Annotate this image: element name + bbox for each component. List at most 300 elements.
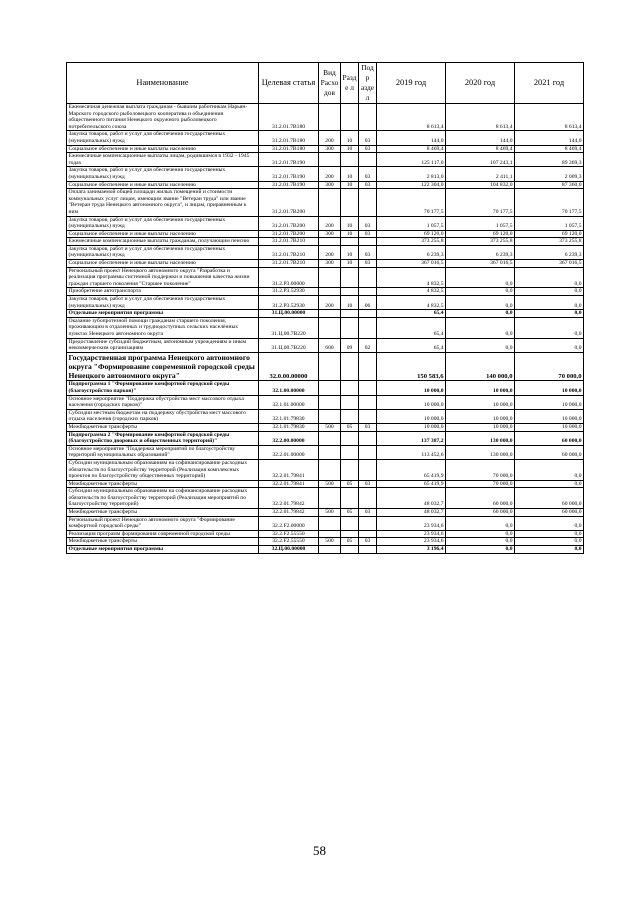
header-2019: 2019 год (377, 63, 446, 104)
cell-subsection: 03 (359, 131, 377, 145)
cell-section (341, 546, 359, 554)
cell-name: Закупка товаров, работ и услуг для обеспечения государственных (муниципальных) нужд (67, 131, 259, 145)
cell-target-article: 31.2.01.7В210 (259, 260, 319, 268)
cell-2021: 10 000,0 (515, 395, 584, 409)
cell-target-article: 31.2.01.7В180 (259, 131, 319, 145)
cell-target-article: 31.2.01.7В210 (259, 245, 319, 259)
cell-2020: 140 000,0 (446, 352, 515, 381)
cell-2020: 70 177,5 (446, 189, 515, 216)
table-row (67, 530, 584, 538)
cell-subsection: 03 (359, 245, 377, 259)
cell-subsection: 03 (359, 260, 377, 268)
cell-2020: 6 239,3 (446, 245, 515, 259)
table-header-row (67, 63, 584, 104)
cell-2021: 0,0 (515, 546, 584, 554)
cell-2021: 0,0 (515, 267, 584, 288)
cell-name: Межбюджетные трансферты (67, 480, 259, 488)
cell-2021: 2 009,3 (515, 167, 584, 181)
budget-table (66, 62, 584, 554)
document-page (66, 62, 583, 554)
cell-2021: 60 000,0 (515, 488, 584, 509)
cell-2019: 65,4 (377, 317, 446, 338)
cell-expense-type (319, 352, 341, 381)
cell-expense-type (319, 488, 341, 509)
cell-2019: 150 583,6 (377, 352, 446, 381)
table-row (67, 131, 584, 145)
cell-2020: 8 613,4 (446, 104, 515, 131)
cell-2019: 48 032,7 (377, 509, 446, 517)
cell-subsection: 03 (359, 145, 377, 153)
cell-name: Социальное обеспечение и иные выплаты населению (67, 145, 259, 153)
cell-2020: 10 000,0 (446, 409, 515, 423)
cell-2020: 2 411,1 (446, 167, 515, 181)
cell-name: Государственная программа Ненецкого автономного округа "Формирование современной городской среды Ненецкого автономного округа" (67, 352, 259, 381)
cell-section: 05 (341, 509, 359, 517)
cell-target-article: 32.2.F2.55550 (259, 538, 319, 546)
cell-subsection: 03 (359, 181, 377, 189)
cell-name: Межбюджетные трансферты (67, 423, 259, 431)
cell-expense-type: 200 (319, 167, 341, 181)
cell-name: Оказание зубопротезной помощи гражданам старшего поколения, проживающим в отдаленных и труднодоступных сельских населённых пунктах Ненецкого автономного округа (67, 317, 259, 338)
cell-subsection (359, 546, 377, 554)
cell-expense-type (319, 409, 341, 423)
cell-section: 10 (341, 145, 359, 153)
cell-target-article: 32.2.00.00000 (259, 431, 319, 445)
table-row (67, 104, 584, 131)
cell-section: 10 (341, 260, 359, 268)
table-row (67, 538, 584, 546)
cell-section: 10 (341, 296, 359, 310)
header-subsection: Подр аздел (359, 63, 377, 104)
table-body (67, 104, 584, 554)
cell-section (341, 431, 359, 445)
cell-2020: 60 000,0 (446, 488, 515, 509)
cell-expense-type: 300 (319, 181, 341, 189)
cell-expense-type (319, 530, 341, 538)
header-expense-type: Вид Расхо дов (319, 63, 341, 104)
table-row (67, 317, 584, 338)
cell-subsection (359, 445, 377, 459)
cell-2019: 144,0 (377, 131, 446, 145)
cell-2021: 0,0 (515, 288, 584, 296)
table-row (67, 338, 584, 352)
cell-2020: 373 255,8 (446, 238, 515, 246)
cell-section: 10 (341, 131, 359, 145)
cell-expense-type (319, 546, 341, 554)
cell-section: 05 (341, 480, 359, 488)
cell-section (341, 516, 359, 530)
table-row (67, 216, 584, 230)
cell-section (341, 104, 359, 131)
cell-2020: 10 000,0 (446, 381, 515, 395)
cell-2021: 69 120,0 (515, 230, 584, 238)
table-row (67, 230, 584, 238)
cell-2019: 10 000,0 (377, 381, 446, 395)
cell-2021: 6 239,3 (515, 245, 584, 259)
cell-2019: 65 419,9 (377, 459, 446, 480)
cell-2021: 60 000,0 (515, 509, 584, 517)
cell-subsection (359, 317, 377, 338)
cell-2019: 4 832,5 (377, 267, 446, 288)
table-row (67, 167, 584, 181)
table-row (67, 516, 584, 530)
header-2020: 2020 год (446, 63, 515, 104)
cell-2019: 23 934,6 (377, 538, 446, 546)
cell-expense-type (319, 459, 341, 480)
cell-name: Региональный проект Ненецкого автономного округа "Разработка и реализация программы системной поддержки и повышения качества жизни граждан старшего поколения "Старшее поколение" (67, 267, 259, 288)
cell-target-article: 31.2.01.7В190 (259, 181, 319, 189)
cell-2020: 367 016,5 (446, 260, 515, 268)
cell-target-article: 31.2.Р3.52930 (259, 296, 319, 310)
cell-2020: 130 000,0 (446, 431, 515, 445)
table-row (67, 352, 584, 381)
cell-target-article: 31.2.01.7В190 (259, 153, 319, 167)
cell-target-article: 31.2.01.7В200 (259, 230, 319, 238)
cell-2021: 1 057,5 (515, 216, 584, 230)
cell-2019: 65,4 (377, 338, 446, 352)
cell-section (341, 459, 359, 480)
cell-subsection (359, 431, 377, 445)
cell-expense-type (319, 153, 341, 167)
table-row (67, 423, 584, 431)
cell-expense-type: 200 (319, 131, 341, 145)
cell-name: Отдельные мероприятия программы (67, 310, 259, 318)
cell-2021: 367 016,5 (515, 260, 584, 268)
table-row (67, 488, 584, 509)
cell-2019: 125 117,0 (377, 153, 446, 167)
cell-2020: 0,0 (446, 288, 515, 296)
page-number: 58 (313, 843, 326, 858)
cell-2019: 8 469,4 (377, 145, 446, 153)
cell-name: Социальное обеспечение и иные выплаты населению (67, 181, 259, 189)
cell-expense-type: 300 (319, 260, 341, 268)
cell-2020: 10 000,0 (446, 395, 515, 409)
cell-section (341, 530, 359, 538)
table-row (67, 480, 584, 488)
cell-subsection: 02 (359, 338, 377, 352)
cell-name: Закупка товаров, работ и услуг для обеспечения государственных (муниципальных) нужд (67, 216, 259, 230)
cell-2021: 0,0 (515, 480, 584, 488)
cell-target-article: 32.1.01.79830 (259, 423, 319, 431)
cell-subsection (359, 104, 377, 131)
cell-2021: 89 369,3 (515, 153, 584, 167)
cell-2020: 70 000,0 (446, 480, 515, 488)
table-row (67, 310, 584, 318)
cell-name: Основное мероприятие "Поддержка обустройства мест массового отдыха населения (городских парков)" (67, 395, 259, 409)
cell-target-article: 32.1.00.00000 (259, 381, 319, 395)
cell-2019: 10 000,0 (377, 395, 446, 409)
cell-expense-type: 500 (319, 538, 341, 546)
cell-expense-type (319, 104, 341, 131)
cell-2020: 0,0 (446, 317, 515, 338)
cell-expense-type (319, 310, 341, 318)
cell-target-article: 31.2.01.7В200 (259, 189, 319, 216)
table-row (67, 431, 584, 445)
cell-name: Приобретение автотранспорта (67, 288, 259, 296)
cell-name: Оплата занимаемой общей площади жилых помещений и стоимости коммунальных услуг лицам, имеющим звание "Ветеран труда" или звание "Ветеран труда Ненецкого автономного округа", и лицам, приравненным к ним (67, 189, 259, 216)
cell-2020: 104 832,0 (446, 181, 515, 189)
cell-section (341, 381, 359, 395)
cell-target-article: 32.2.01.79842 (259, 488, 319, 509)
cell-2019: 373 255,8 (377, 238, 446, 246)
cell-2021: 70 000,0 (515, 352, 584, 381)
cell-2019: 10 000,0 (377, 409, 446, 423)
cell-2020: 1 057,5 (446, 216, 515, 230)
cell-expense-type: 500 (319, 480, 341, 488)
cell-2020: 0,0 (446, 538, 515, 546)
cell-2021: 8 469,4 (515, 145, 584, 153)
cell-expense-type: 500 (319, 509, 341, 517)
cell-2019: 4 832,5 (377, 296, 446, 310)
table-row (67, 445, 584, 459)
cell-2020: 130 000,0 (446, 445, 515, 459)
cell-name: Межбюджетные трансферты (67, 509, 259, 517)
cell-section (341, 310, 359, 318)
table-row (67, 260, 584, 268)
table-row (67, 238, 584, 246)
cell-name: Межбюджетные трансферты (67, 538, 259, 546)
cell-target-article: 31.2.01.7В180 (259, 104, 319, 131)
cell-name: Ежемесячная денежная выплата гражданам - бывшим работникам Нарьян-Марского городского рыболовецкого кооператива и объединения общественного питания Ненецкого окружного рыболовецкого потребительского союза (67, 104, 259, 131)
cell-target-article: 32.0.00.00000 (259, 352, 319, 381)
cell-2021: 373 255,8 (515, 238, 584, 246)
cell-2020: 60 000,0 (446, 509, 515, 517)
cell-subsection (359, 459, 377, 480)
cell-2019: 10 000,0 (377, 423, 446, 431)
cell-2020: 70 000,0 (446, 459, 515, 480)
cell-section (341, 488, 359, 509)
cell-section (341, 153, 359, 167)
cell-name: Отдельные мероприятия программы (67, 546, 259, 554)
cell-subsection: 03 (359, 538, 377, 546)
cell-subsection (359, 488, 377, 509)
cell-section: 10 (341, 230, 359, 238)
cell-target-article: 31.2.01.7В200 (259, 216, 319, 230)
cell-expense-type (319, 516, 341, 530)
cell-target-article: 32.1.01.00000 (259, 395, 319, 409)
cell-2019: 23 934,6 (377, 530, 446, 538)
cell-expense-type (319, 445, 341, 459)
cell-subsection: 03 (359, 480, 377, 488)
cell-target-article: 32.2.01.79842 (259, 509, 319, 517)
cell-section (341, 189, 359, 216)
cell-subsection (359, 409, 377, 423)
cell-2021: 60 000,0 (515, 445, 584, 459)
cell-subsection (359, 238, 377, 246)
cell-2019: 70 177,5 (377, 189, 446, 216)
cell-expense-type: 500 (319, 423, 341, 431)
cell-expense-type: 300 (319, 145, 341, 153)
cell-2021: 10 000,0 (515, 409, 584, 423)
table-row (67, 181, 584, 189)
table-row (67, 245, 584, 259)
cell-expense-type (319, 238, 341, 246)
cell-section (341, 288, 359, 296)
cell-2019: 65,4 (377, 310, 446, 318)
cell-subsection: 03 (359, 423, 377, 431)
cell-target-article: 31.2.Р3.52930 (259, 288, 319, 296)
cell-2020: 107 243,1 (446, 153, 515, 167)
cell-target-article: 31.2.Р3.00000 (259, 267, 319, 288)
cell-section (341, 395, 359, 409)
cell-target-article: 31.Ц.00.7В220 (259, 338, 319, 352)
cell-2021: 8 613,4 (515, 104, 584, 131)
cell-name: Ежемесячные компенсационные выплаты гражданам, получающим пенсию (67, 238, 259, 246)
cell-subsection: 03 (359, 216, 377, 230)
cell-subsection (359, 189, 377, 216)
cell-subsection: 06 (359, 296, 377, 310)
cell-2019: 8 613,4 (377, 104, 446, 131)
table-row (67, 459, 584, 480)
cell-2021: 0,0 (515, 538, 584, 546)
cell-target-article: 31.Ц.00.7В220 (259, 317, 319, 338)
cell-2020: 0,0 (446, 310, 515, 318)
cell-target-article: 32.2.01.79841 (259, 459, 319, 480)
cell-subsection: 03 (359, 167, 377, 181)
cell-expense-type: 600 (319, 338, 341, 352)
cell-subsection (359, 530, 377, 538)
cell-2020: 0,0 (446, 338, 515, 352)
cell-name: Подпрограмма 2 "Формирование комфортной городской среды (благоустройство дворовых и общественных территорий)" (67, 431, 259, 445)
cell-subsection (359, 395, 377, 409)
table-row (67, 153, 584, 167)
cell-2019: 4 832,5 (377, 288, 446, 296)
cell-expense-type: 200 (319, 216, 341, 230)
cell-2021: 0,0 (515, 530, 584, 538)
cell-2019: 65 419,9 (377, 480, 446, 488)
cell-name: Основное мероприятие "Поддержка мероприятий по благоустройству территорий муниципальных образований" (67, 445, 259, 459)
cell-name: Социальное обеспечение и иные выплаты населению (67, 260, 259, 268)
cell-2021: 0,0 (515, 459, 584, 480)
cell-2021: 0,0 (515, 516, 584, 530)
cell-2019: 367 016,5 (377, 260, 446, 268)
cell-2020: 0,0 (446, 546, 515, 554)
header-name: Наименование (67, 63, 259, 104)
cell-section: 05 (341, 423, 359, 431)
cell-subsection (359, 516, 377, 530)
cell-2021: 0,0 (515, 317, 584, 338)
cell-2019: 137 387,2 (377, 431, 446, 445)
cell-2020: 0,0 (446, 530, 515, 538)
cell-section (341, 317, 359, 338)
cell-2020: 69 120,0 (446, 230, 515, 238)
cell-expense-type: 200 (319, 245, 341, 259)
cell-2021: 60 000,0 (515, 431, 584, 445)
cell-2019: 3 196,4 (377, 546, 446, 554)
cell-2019: 1 057,5 (377, 216, 446, 230)
cell-target-article: 31.2.01.7В180 (259, 145, 319, 153)
table-row (67, 546, 584, 554)
cell-name: Реализация программ формирования современной городской среды (67, 530, 259, 538)
cell-name: Региональный проект Ненецкого автономного округа "Формирование комфортной городской среды" (67, 516, 259, 530)
cell-subsection: 03 (359, 230, 377, 238)
cell-2021: 0,0 (515, 338, 584, 352)
cell-section: 10 (341, 245, 359, 259)
cell-subsection (359, 381, 377, 395)
cell-name: Ежемесячные компенсационные выплаты лицам, родившимся в 1932 - 1945 годах (67, 153, 259, 167)
header-section: Разде л (341, 63, 359, 104)
cell-section: 05 (341, 538, 359, 546)
cell-section: 10 (341, 181, 359, 189)
cell-2021: 0,0 (515, 296, 584, 310)
cell-2019: 69 120,0 (377, 230, 446, 238)
cell-expense-type: 300 (319, 230, 341, 238)
cell-subsection (359, 352, 377, 381)
cell-subsection (359, 310, 377, 318)
cell-2020: 0,0 (446, 296, 515, 310)
cell-expense-type: 200 (319, 296, 341, 310)
cell-subsection (359, 153, 377, 167)
cell-2019: 48 032,7 (377, 488, 446, 509)
cell-name: Подпрограмма 1 "Формирование комфортной городской среды (благоустройство парков)" (67, 381, 259, 395)
cell-section (341, 445, 359, 459)
cell-section (341, 409, 359, 423)
cell-target-article: 31.2.01.7В210 (259, 238, 319, 246)
table-row (67, 189, 584, 216)
cell-expense-type (319, 267, 341, 288)
cell-name: Социальное обеспечение и иные выплаты населению (67, 230, 259, 238)
table-row (67, 409, 584, 423)
cell-target-article: 31.Ц.00.00000 (259, 310, 319, 318)
cell-subsection (359, 267, 377, 288)
cell-2020: 8 469,4 (446, 145, 515, 153)
cell-2021: 10 000,0 (515, 381, 584, 395)
cell-2021: 144,0 (515, 131, 584, 145)
cell-section: 10 (341, 216, 359, 230)
cell-target-article: 32.Ц.00.00000 (259, 546, 319, 554)
cell-section: 10 (341, 167, 359, 181)
cell-name: Закупка товаров, работ и услуг для обеспечения государственных (муниципальных) нужд (67, 167, 259, 181)
cell-2020: 0,0 (446, 267, 515, 288)
table-row (67, 267, 584, 288)
cell-target-article: 32.1.01.79830 (259, 409, 319, 423)
cell-2021: 87 360,0 (515, 181, 584, 189)
cell-section (341, 352, 359, 381)
header-target-article: Целевая статья (259, 63, 319, 104)
cell-expense-type (319, 288, 341, 296)
cell-2019: 6 239,3 (377, 245, 446, 259)
cell-name: Закупка товаров, работ и услуг для обеспечения государственных (муниципальных) нужд (67, 296, 259, 310)
cell-expense-type (319, 189, 341, 216)
cell-target-article: 32.2.01.79841 (259, 480, 319, 488)
cell-name: Субсидии муниципальным образованиям на софинансирование расходных обязательств по благоустройству территорий (Реализация мероприятий по благоустройству территорий) (67, 488, 259, 509)
cell-2021: 0,0 (515, 310, 584, 318)
cell-2021: 70 177,5 (515, 189, 584, 216)
cell-2020: 10 000,0 (446, 423, 515, 431)
cell-2019: 23 934,6 (377, 516, 446, 530)
table-row (67, 509, 584, 517)
table-row (67, 296, 584, 310)
cell-subsection (359, 288, 377, 296)
cell-target-article: 31.2.01.7В190 (259, 167, 319, 181)
cell-name: Закупка товаров, работ и услуг для обеспечения государственных (муниципальных) нужд (67, 245, 259, 259)
cell-section: 09 (341, 338, 359, 352)
table-row (67, 395, 584, 409)
cell-2019: 2 813,0 (377, 167, 446, 181)
cell-2021: 10 000,0 (515, 423, 584, 431)
cell-target-article: 32.2.01.00000 (259, 445, 319, 459)
cell-2019: 122 304,0 (377, 181, 446, 189)
table-row (67, 145, 584, 153)
cell-section (341, 238, 359, 246)
cell-name: Субсидии местным бюджетам на поддержку обустройства мест массового отдыха населения (городских парков) (67, 409, 259, 423)
cell-target-article: 32.2.F2.00000 (259, 516, 319, 530)
table-row (67, 381, 584, 395)
table-row (67, 288, 584, 296)
cell-subsection: 03 (359, 509, 377, 517)
cell-expense-type (319, 381, 341, 395)
cell-section (341, 267, 359, 288)
